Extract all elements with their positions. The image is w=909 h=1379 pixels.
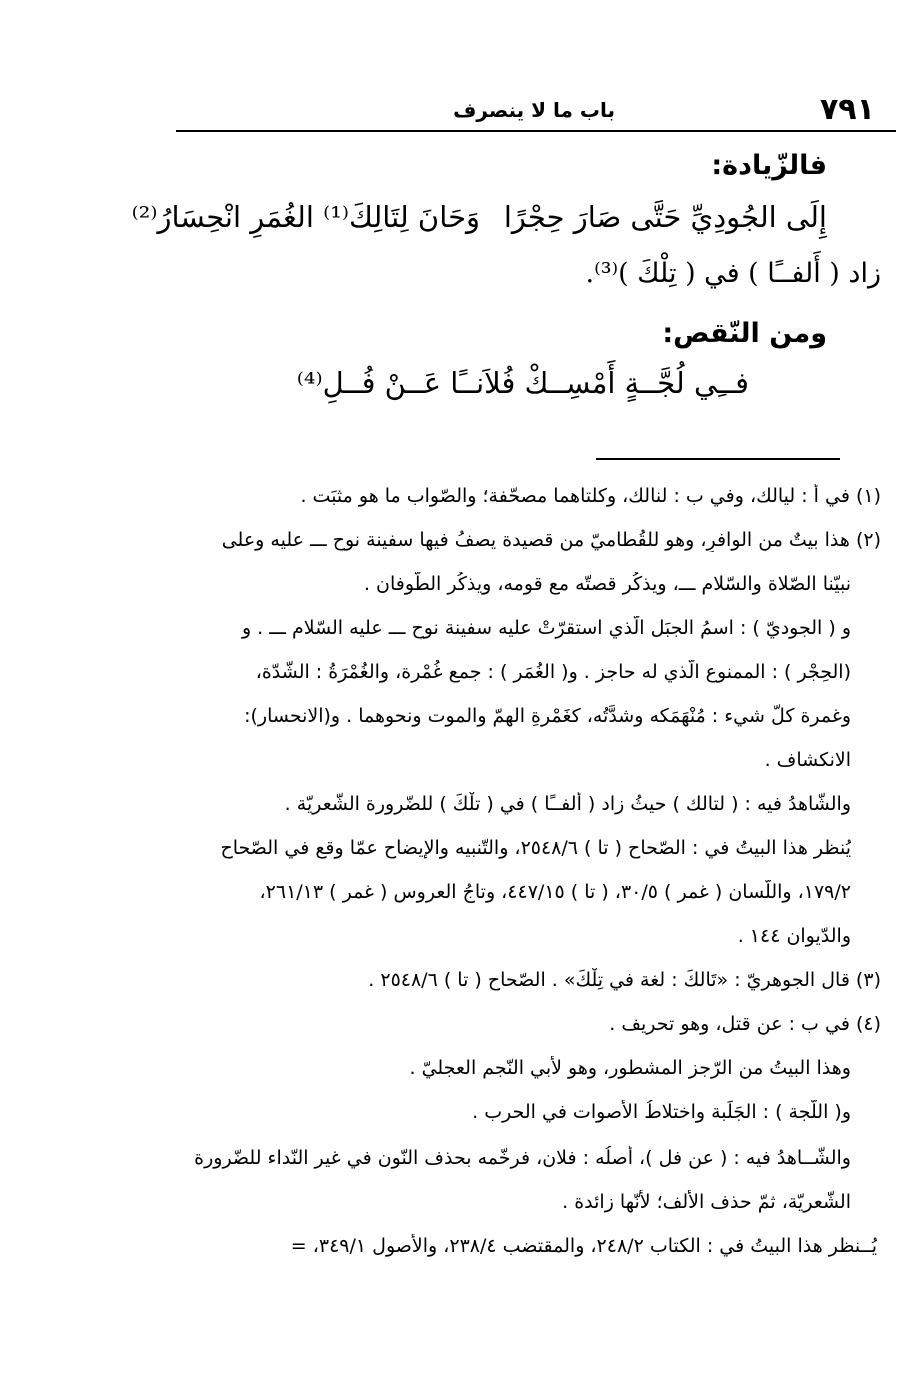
footnote-4-line: وهذا البيتُ من الرّجز المشطور، وهو لأبي النّجم العجليّ . (409, 1057, 851, 1079)
footnote-2-line: يُنظر هذا البيتُ في : الصّحاح ( تا ) ٢٥٤٨/٦، والتّنبيه والإيضاح عمّا وقع في الصّحاح (220, 837, 851, 859)
footnote-1: (١) في أ : ليالك، وفي ب : لنالك، وكلتاهما مصحّفة؛ والصّواب ما هو مثبَت . (300, 485, 881, 507)
footnote-2-line: ١٧٩/٢، واللّسان ( غمر ) ٣٠/٥، ( تا ) ٤٤٧/١٥، وتاجُ العروس ( غمر ) ٢٦١/١٣، (259, 881, 851, 903)
page-number: ٧٩١ (820, 92, 875, 127)
footnote-2-line: و ( الجوديّ ) : اسمُ الجبَل الّذي استقرّتْ عليه سفينة نوحٍ ـــ عليه السّلام ـــ . و (241, 617, 851, 639)
verse1-hemistich-right: إِلَى الجُودِيِّ حَتَّى صَارَ حِجْرًا (503, 200, 827, 234)
heading-addition: فالزّيادة: (711, 150, 827, 181)
footnote-4-line: والشّــاهدُ فيه : ( عن فل )، أصلُه : فلان، فرخّمه بحذف النّون في غير النّداء للضّرورة (194, 1147, 851, 1169)
footnote-2-line: (الحِجْر ) : الممنوع الّذي له حاجز . و( الغُمَر ) : جمع غُمْرة، والغُمْرَةُ : الشّدّة، (255, 661, 851, 683)
footnote-2-line: نبيّنا الصّلاة والسّلام ـــ، ويذكُر قصتّه مع قومه، ويذكُر الطّوفان . (363, 573, 851, 595)
footnote-2-line: (٢) هذا بيتٌ من الوافرِ، وهو للقُطاميّ من قصيدة يصفُ فيها سفينة نوحٍ ـــ عليه وعلى (221, 529, 881, 551)
header-rule (176, 130, 896, 132)
footnote-2-line: الانكشاف . (764, 749, 851, 771)
addition-note: زاد ( أَلفــًا ) في ( تِلْكَ )⁽³⁾. (585, 258, 881, 289)
footnote-2-line: والشّاهدُ فيه : ( لتالك ) حيثُ زاد ( ألفــًا ) في ( تلْكَ ) للضّرورة الشّعريّة . (284, 793, 851, 815)
footnote-2-line: وغمرة كلّ شيء : مُنْهَمَكه وشدَّتُه، كغَمْرةِ الهمّ والموت ونحوهما . و(الانحسار): (244, 705, 851, 727)
footnote-4-line: يُــنظر هذا البيتُ في : الكتاب ٢٤٨/٢، والمقتضب ٢٣٨/٤، والأُصول ٣٤٩/١، = (290, 1235, 877, 1257)
footnote-3: (٣) قال الجوهريّ : «تَالكَ : لغة في تِلْكَ» . الصّحاح ( تا ) ٢٥٤٨/٦ . (368, 969, 881, 991)
footnote-4-line: (٤) في ب : عن قتل، وهو تحريف . (609, 1013, 881, 1035)
footnote-2-line: والدّيوان ١٤٤ . (737, 925, 851, 947)
footnote-separator (596, 458, 840, 460)
verse1-hemistich-left: وَحَانَ لِتَالِكَ⁽¹⁾ الغُمَرِ انْحِسَارُ⁽²⁾ (131, 200, 480, 234)
footnote-4-line: و( اللّجة ) : الجَلَبة واختلاطُ الأصوات في الحرب . (472, 1101, 851, 1123)
footnote-4-line: الشّعريّة، ثمّ حذف الألف؛ لأنّها زائدة . (562, 1191, 851, 1213)
running-title: باب ما لا ينصرف (453, 98, 615, 122)
verse2: فــِي لُجَّــةٍ أَمْسِــكْ فُلاَنــًا عَــنْ فُــلِ⁽⁴⁾ (296, 366, 749, 400)
heading-deletion: ومن النّقص: (662, 318, 827, 349)
